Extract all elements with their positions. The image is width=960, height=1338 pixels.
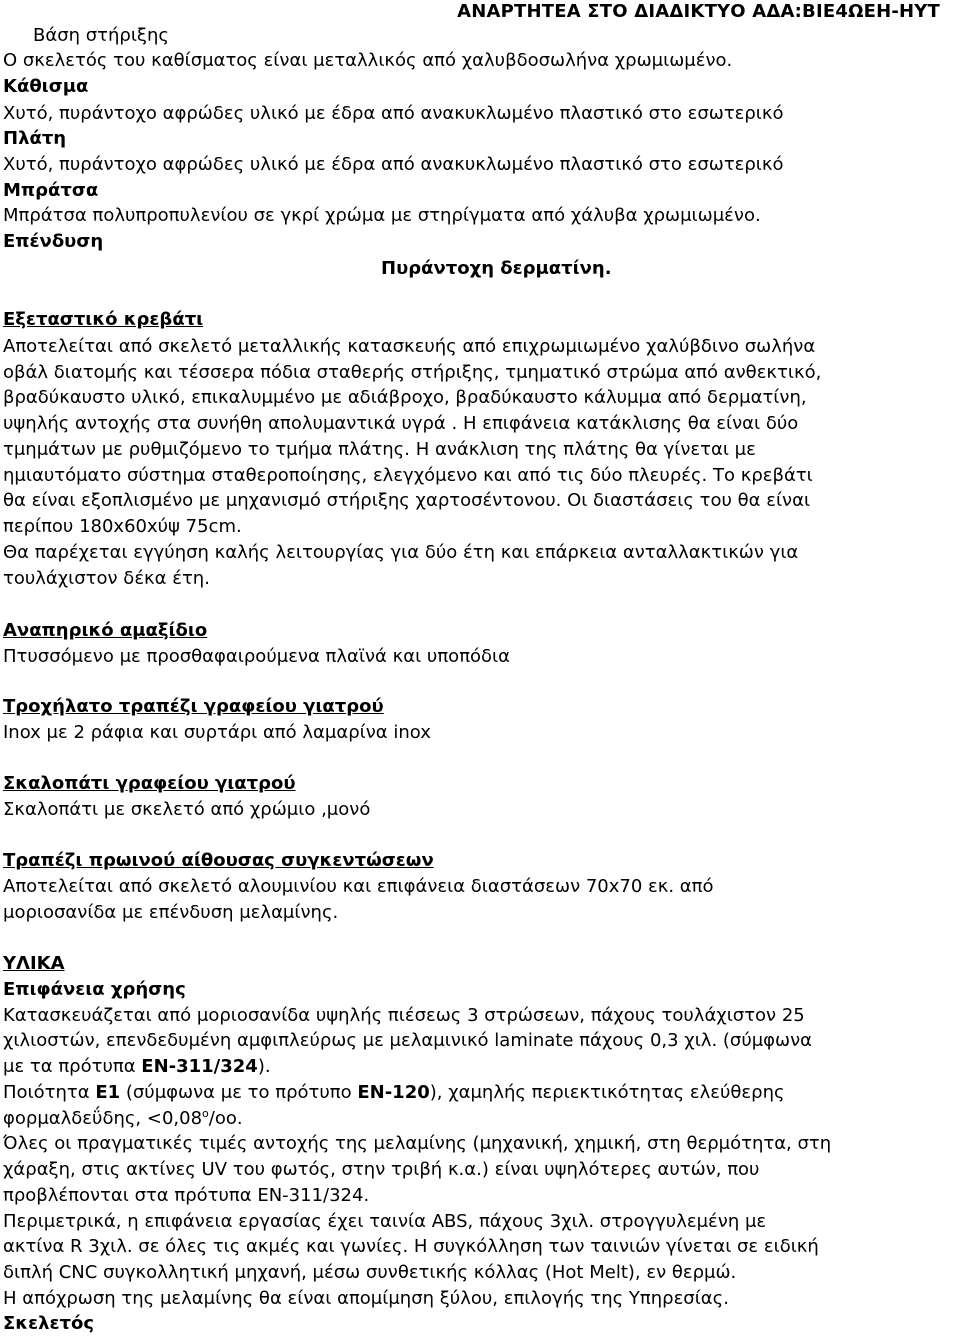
text-run: Ποιότητα <box>3 1082 96 1103</box>
base-text: Ο σκελετός του καθίσματος είναι μεταλλικός από χαλυβδοσωλήνα χρωμιωμένο. <box>3 50 733 71</box>
text-run: ), χαμηλής περιεκτικότητας ελεύθερης <box>429 1082 785 1103</box>
materials-line <box>3 1054 271 1080</box>
cover-title: Επένδυση <box>3 231 104 252</box>
bed-line: τουλάχιστον δέκα έτη. <box>3 568 210 589</box>
standard-code: EN-311/324 <box>141 1056 258 1077</box>
materials-line: Η απόχρωση της μελαμίνης θα είναι απομίμηση ξύλου, επιλογής της Υπηρεσίας. <box>3 1288 729 1309</box>
text-run: φορμαλδεΰδης, <0,08 <box>3 1108 203 1129</box>
bed-line: θα είναι εξοπλισμένο με μηχανισμό στήριξης χαρτοσέντονου. Οι διαστάσεις του θα είναι <box>3 490 811 511</box>
stool-title: Σκαλοπάτι γραφείου γιατρού <box>3 773 296 794</box>
quality-class: E1 <box>95 1082 121 1103</box>
bed-line: βραδύκαυστο υλικό, επικαλυμμένο με αδιάβροχο, βραδύκαυστο κάλυμμα από δερματίνη, <box>3 387 807 408</box>
materials-line: διπλή CNC συγκολλητική μηχανή, μέσω συνθετικής κόλλας (Hot Melt), εν θερμώ. <box>3 1262 737 1283</box>
bed-title: Εξεταστικό κρεβάτι <box>3 309 204 330</box>
materials-line: Όλες οι πραγματικές τιμές αντοχής της μελαμίνης (μηχανική, χημική, στη θερμότητα, στη <box>3 1133 832 1154</box>
materials-line <box>3 1080 785 1106</box>
text-run: ). <box>257 1056 271 1077</box>
table-line: Αποτελείται από σκελετό αλουμινίου και επιφάνεια διαστάσεων 70x70 εκ. από <box>3 876 714 897</box>
bed-line: Θα παρέχεται εγγύηση καλής λειτουργίας για δύο έτη και επάρκεια ανταλλακτικών για <box>3 542 799 563</box>
frame-title: Σκελετός <box>3 1313 95 1334</box>
materials-line: ακτίνα R 3χιλ. σε όλες τις ακμές και γωνίες. Η συγκόλληση των ταινιών γίνεται σε ειδική <box>3 1236 819 1257</box>
arms-text: Μπράτσα πολυπροπυλενίου σε γκρί χρώμα με στηρίγματα από χάλυβα χρωμιωμένο. <box>3 205 761 226</box>
materials-title: ΥΛΙΚΑ <box>3 953 65 974</box>
materials-line: χάραξη, στις ακτίνες UV του φωτός, στην τριβή κ.α.) είναι υψηλότερες αυτών, που <box>3 1159 760 1180</box>
text-run: με τα πρότυπα <box>3 1056 142 1077</box>
bed-line: ημιαυτόματο σύστημα σταθεροποίησης, ελεγχόμενο και από τις δύο πλευρές. Το κρεβάτι <box>3 465 813 486</box>
surface-title: Επιφάνεια χρήσης <box>3 979 186 1000</box>
wheelchair-title: Αναπηρικό αμαξίδιο <box>3 620 208 641</box>
standard-code: EN-120 <box>357 1082 430 1103</box>
bed-line: υψηλής αντοχής στα συνήθη απολυμαντικά υγρά . Η επιφάνεια κατάκλισης θα είναι δύο <box>3 413 799 434</box>
superscript: ο <box>202 1107 209 1120</box>
materials-line: προβλέπονται στα πρότυπα EN-311/324. <box>3 1185 370 1206</box>
bed-line: τμημάτων με ρυθμιζόμενο το τμήμα πλάτης. Η ανάκλιση της πλάτης θα γίνεται με <box>3 439 756 460</box>
bed-line: Αποτελείται από σκελετό μεταλλικής κατασκευής από επιχρωμιωμένο χαλύβδινο σωλήνα <box>3 336 816 357</box>
seat-text: Χυτό, πυράντοχο αφρώδες υλικό με έδρα από ανακυκλωμένο πλαστικό στο εσωτερικό <box>3 103 784 124</box>
seat-title: Κάθισμα <box>3 76 89 97</box>
base-title: Βάση στήριξης <box>33 25 169 46</box>
text-run: (σύμφωνα με το πρότυπο <box>120 1082 358 1103</box>
materials-line: Περιμετρικά, η επιφάνεια εργασίας έχει ταινία ABS, πάχους 3χιλ. στρογγυλεμένη με <box>3 1211 767 1232</box>
materials-line <box>3 1106 243 1132</box>
materials-line: χιλιοστών, επενδεδυμένη αμφιπλεύρως με μελαμινικό laminate πάχους 0,3 χιλ. (σύμφωνα <box>3 1030 813 1051</box>
table-line: μοριοσανίδα με επένδυση μελαμίνης. <box>3 902 339 923</box>
materials-line: Κατασκευάζεται από μοριοσανίδα υψηλής πιέσεως 3 στρώσεων, πάχους τουλάχιστον 25 <box>3 1005 805 1026</box>
text-run: /οο. <box>208 1108 243 1129</box>
page-header: ΑΝΑΡΤΗΤΕΑ ΣΤΟ ΔΙΑΔΙΚΤΥΟ ΑΔΑ:ΒΙΕ4ΩΕΗ-ΗΥΤ <box>457 1 940 22</box>
arms-title: Μπράτσα <box>3 180 99 201</box>
table-title: Τραπέζι πρωινού αίθουσας συγκεντώσεων <box>3 850 434 871</box>
back-text: Χυτό, πυράντοχο αφρώδες υλικό με έδρα από ανακυκλωμένο πλαστικό στο εσωτερικό <box>3 154 784 175</box>
wheelchair-text: Πτυσσόμενο με προσθαφαιρούμενα πλαϊνά και υποπόδια <box>3 646 511 667</box>
back-title: Πλάτη <box>3 128 67 149</box>
trolley-title: Τροχήλατο τραπέζι γραφείου γιατρού <box>3 696 384 717</box>
bed-line: οβάλ διατομής και τέσσερα πόδια σταθερής στήριξης, τμηματικό στρώμα από ανθεκτικό, <box>3 362 822 383</box>
trolley-text: Inox με 2 ράφια και συρτάρι από λαμαρίνα inox <box>3 722 431 743</box>
stool-text: Σκαλοπάτι με σκελετό από χρώμιο ,μονό <box>3 799 371 820</box>
cover-text: Πυράντοχη δερματίνη. <box>381 258 612 279</box>
bed-line: περίπου 180x60xύψ 75cm. <box>3 516 242 537</box>
